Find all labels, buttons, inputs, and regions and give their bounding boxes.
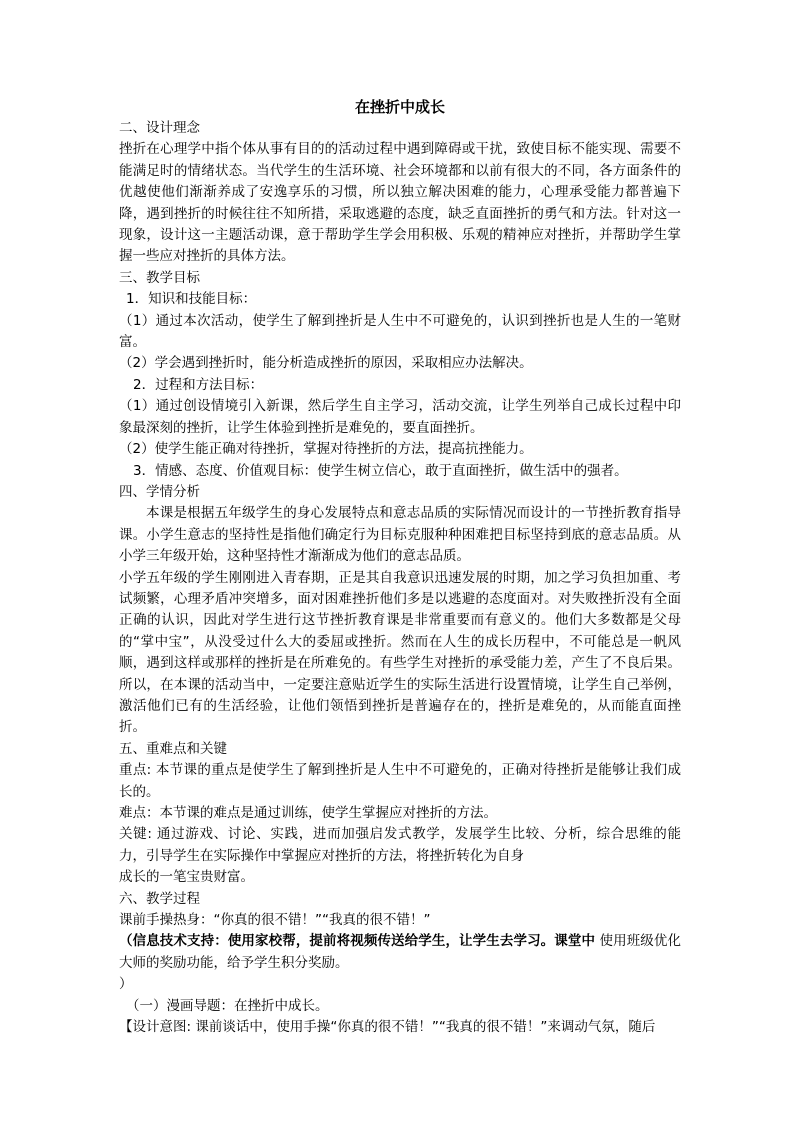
goal-process-heading: 2．过程和方法目标： — [133, 376, 264, 393]
crux-paragraph-end: 成长的一笔宝贵财富。 — [119, 869, 254, 886]
goal-process-item-1: （1）通过创设情境引入新课，然后学生自主学习，活动交流，让学生列举自己成长过程中印象最深刻的挫折，让学生体验到挫折是难免的，要直面挫折。 — [119, 398, 681, 436]
tech-support-close: ） — [119, 976, 133, 993]
crux-paragraph: 关键: 通过游戏、讨论、实践，进而加强启发式教学，发展学生比较、分析，综合思维的能力，引导学生在实际操作中掌握应对挫折的方法，将挫折转化为自身 — [119, 826, 681, 864]
document-page — [119, 96, 681, 1038]
student-analysis-paragraph-2: 小学五年级的学生刚刚进入青春期，正是其自我意识迅速发展的时期，加之学习负担加重、考试频繁，心理矛盾冲突增多，面对困难挫折他们多是以逃避的态度面对。对失败挫折没有全面正确的认识，因此对学生进行这节挫折教育课是非常重要而有意义的。他们大多数都是父母的“掌中宝”，从没受过什么大的委屈或挫折。然而在人生的成长历程中，不可能总是一帆风顺，遇到这样或那样的挫折是在所难免的。有些学生对挫折的承受能力差，产生了不良后果。所以，在本课的活动当中，一定要注意贴近学生的实际生活进行设置情境，让学生自己举例，激活他们已有的生活经验，让他们领悟到挫折是普遍存在的，挫折是难免的，从而能直面挫折。 — [119, 569, 681, 736]
section-heading-teaching-process: 六、教学过程 — [119, 890, 200, 907]
goal-knowledge-heading: 1．知识和技能目标： — [126, 291, 257, 308]
key-point-paragraph: 重点: 本节课的重点是使学生了解到挫折是人生中不可避免的，正确对待挫折是能够让我们成长的。 — [119, 762, 681, 800]
warmup-line: 课前手操热身：“你真的很不错！”“我真的很不错！” — [119, 912, 431, 929]
goal-process-item-2: （2）使学生能正确对待挫折，掌握对待挫折的方法，提高抗挫能力。 — [119, 441, 533, 458]
design-intent-line: 【设计意图: 课前谈话中，使用手操“你真的很不错！”“我真的很不错！”来调动气氛，随后 — [119, 1019, 656, 1036]
tech-support-paragraph — [119, 931, 681, 974]
document-title: 在挫折中成长 — [354, 98, 445, 116]
goal-emotion: 3．情感、态度、价值观目标：使学生树立信心，敢于直面挫折，做生活中的强者。 — [133, 462, 628, 479]
tech-support-bold-text: （信息技术支持：使用家校帮，提前将视频传送给学生，让学生去学习。课堂中 — [119, 933, 596, 950]
step-1-heading: （一）漫画导题：在挫折中成长。 — [126, 997, 329, 1014]
section-heading-teaching-goals: 三、教学目标 — [119, 269, 200, 286]
goal-knowledge-item-2: （2）学会遇到挫折时，能分析造成挫折的原因，采取相应办法解决。 — [119, 355, 533, 372]
student-analysis-paragraph-1: 本课是根据五年级学生的身心发展特点和意志品质的实际情况而设计的一节挫折教育指导课。小学生意志的坚持性是指他们确定行为目标克服种种困难把目标坚持到底的意志品质。从小学三年级开始，这种坚持性才渐渐成为他们的意志品质。 — [119, 505, 681, 565]
section-heading-key-points: 五、重难点和关键 — [119, 740, 227, 757]
difficulty-paragraph: 难点：本节课的难点是通过训练，使学生掌握应对挫折的方法。 — [119, 805, 497, 821]
tech-support-text: 使用班级优化大师的奖励功能，给予学生积分奖励。 — [119, 933, 682, 971]
goal-knowledge-item-1: （1）通过本次活动，使学生了解到挫折是人生中不可避免的，认识到挫折也是人生的一笔财富。 — [119, 312, 681, 351]
section-heading-design-concept: 二、设计理念 — [119, 120, 200, 136]
section-heading-student-analysis: 四、学情分析 — [119, 483, 200, 500]
design-concept-paragraph: 挫折在心理学中指个体从事有目的的活动过程中遇到障碍或干扰，致使目标不能实现、需要不能满足时的情绪状态。当代学生的生活环境、社会环境都和以前有很大的不同，各方面条件的优越使他们渐渐养成了安逸享乐的习惯，所以独立解决困难的能力，心理承受能力都普遍下降，遇到挫折的时候往往不知所措，采取逃避的态度，缺乏直面挫折的勇气和方法。针对这一现象，设计这一主题活动课，意于帮助学生学会用积极、乐观的精神应对挫折，并帮助学生掌握一些应对挫折的具体方法。 — [119, 141, 681, 265]
